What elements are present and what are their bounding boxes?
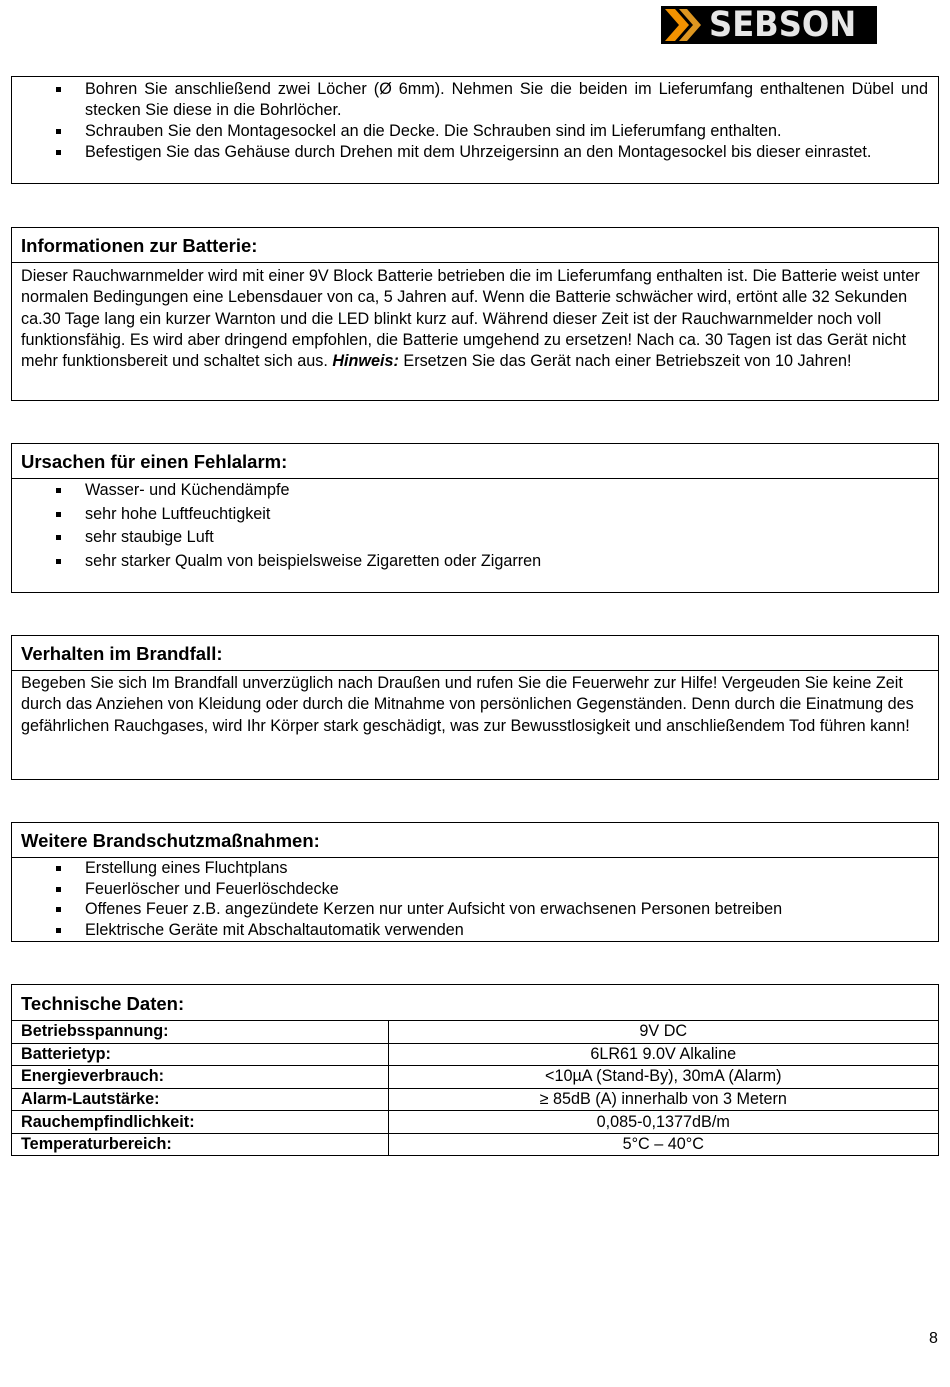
list-item: Wasser- und Küchendämpfe [12,479,938,503]
tech-heading: Technische Daten: [12,985,938,1021]
tech-key: Batterietyp: [12,1043,388,1066]
list-item: Offenes Feuer z.B. angezündete Kerzen nur unter Aufsicht von erwachsenen Personen betreiben [12,899,938,920]
battery-text [12,263,938,372]
measures-section [11,822,939,942]
tech-key: Energieverbrauch: [12,1066,388,1089]
tech-value: 5°C – 40°C [388,1133,938,1155]
tech-value: 9V DC [639,1022,688,1041]
fire-text: Begeben Sie sich Im Brandfall unverzüglich nach Draußen und rufen Sie die Feuerwehr zur Hilfe! Vergeuden Sie keine Zeit durch das Anziehen von Kleidung oder durch die Mitnahme von persönlichen Gegenständen. Denn durch die Einatmung des gefährlichen Rauchgases, wird Ihr Körper stark geschädigt, was zur Bewusstlosigkeit und anschließendem Tod führen kann! [21,674,914,735]
list-item: Befestigen Sie das Gehäuse durch Drehen mit dem Uhrzeigersinn an den Montagesockel bis dieser einrastet. [12,142,938,163]
tech-value: ≥ 85dB (A) innerhalb von 3 Metern [388,1088,938,1111]
tech-key: Alarm-Lautstärke: [12,1088,388,1111]
tech-key: Rauchempfindlichkeit: [12,1111,388,1134]
list-item: Bohren Sie anschließend zwei Löcher (Ø 6mm). Nehmen Sie die beiden im Lieferumfang enthaltenen Dübel und stecken Sie diese in die Bohrlöcher. [12,79,938,121]
logo-text: SEBSON [709,6,857,44]
list-item: Erstellung eines Fluchtplans [12,858,938,879]
list-item: sehr hohe Luftfeuchtigkeit [12,503,938,527]
logo-chevron-icon [665,9,705,41]
page-number: 8 [929,1330,938,1347]
table-row [12,1111,938,1134]
tech-value: 0,085-0,1377dB/m [388,1111,938,1134]
table-row [12,1088,938,1111]
mounting-section [11,76,939,184]
battery-heading: Informationen zur Batterie: [12,228,938,263]
note-label: Hinweis: [332,352,399,371]
tech-section [11,984,939,1156]
measures-heading: Weitere Brandschutzmaßnahmen: [12,823,938,858]
tech-key: Temperaturbereich: [12,1133,388,1155]
note-text: Ersetzen Sie das Gerät nach einer Betriebszeit von 10 Jahren! [403,352,852,371]
list-item: sehr staubige Luft [12,526,938,550]
tech-table [12,1021,938,1156]
battery-section [11,227,939,401]
table-row [12,1066,938,1089]
table-row [12,1043,938,1066]
list-item: sehr starker Qualm von beispielsweise Zigaretten oder Zigarren [12,550,938,574]
list-item: Feuerlöscher und Feuerlöschdecke [12,879,938,900]
list-item: Schrauben Sie den Montagesockel an die Decke. Die Schrauben sind im Lieferumfang enthalten. [12,121,938,142]
tech-key: Betriebsspannung: [12,1021,388,1043]
tech-value: 6LR61 9.0V Alkaline [388,1043,938,1066]
false-alarm-list [12,479,938,573]
measures-list [12,858,938,941]
table-row [12,1021,938,1043]
list-item: Elektrische Geräte mit Abschaltautomatik verwenden [12,920,938,941]
battery-body: Dieser Rauchwarnmelder wird mit einer 9V Block Batterie betrieben die im Lieferumfang enthalten ist. Die Batterie weist unter normalen Bedingungen eine Lebensdauer von ca, 5 Jahren auf. Wenn die Batterie schwächer wird, ertönt alle 32 Sekunden ca.30 Tage lang ein kurzer Warnton und die LED blinkt kurz auf. Während dieser Zeit ist der Rauchwarnmelder noch voll funktionsfähig. Es wird aber dringend empfohlen, die Batterie umgehend zu ersetzen! Nach ca. 30 Tagen ist das Gerät nicht mehr funktionsbereit und schaltet sich aus. [21,267,920,371]
false-alarm-heading: Ursachen für einen Fehlalarm: [12,444,938,479]
tech-value: <10µA (Stand-By), 30mA (Alarm) [388,1066,938,1089]
fire-heading: Verhalten im Brandfall: [12,636,938,671]
mounting-list [12,77,938,163]
fire-section [11,635,939,780]
table-row [12,1133,938,1155]
false-alarm-section [11,443,939,593]
sebson-logo [661,6,877,44]
